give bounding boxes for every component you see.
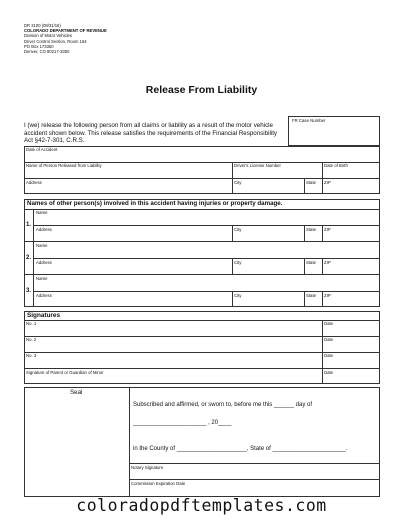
fr-case-number-field[interactable] <box>288 116 380 146</box>
other-city-field-2[interactable] <box>233 259 303 274</box>
other-name-field-2[interactable] <box>34 242 380 258</box>
agency-header <box>24 23 107 54</box>
name-released-label: Name of Person Released from Liability <box>26 163 102 168</box>
date-of-accident-label: Date of Accident <box>26 147 58 152</box>
notary-text-3: in the County of _____________________, State of ______________________. <box>133 446 348 452</box>
other-zip-label: ZIP <box>324 227 331 232</box>
other-name-field-1[interactable] <box>34 210 380 225</box>
other-city-label: City <box>234 293 242 298</box>
name-released-field[interactable] <box>24 163 232 178</box>
date-of-birth-label: Date of Birth <box>324 163 348 168</box>
commission-expiration-label: Commission Expiration Date <box>131 481 186 486</box>
address-label: Address <box>26 180 42 185</box>
other-zip-field-3[interactable] <box>323 292 380 307</box>
guardian-date-field[interactable] <box>323 369 380 384</box>
other-zip-label: ZIP <box>324 260 331 265</box>
signature-2-date-label: Date <box>324 337 334 342</box>
date-of-accident-field[interactable] <box>24 147 380 162</box>
state-label: State <box>306 180 317 185</box>
other-state-label: State <box>306 227 317 232</box>
guardian-date-label: Date <box>324 370 334 375</box>
other-city-label: City <box>234 260 242 265</box>
row-number: 2. <box>26 255 32 261</box>
signatures-heading: Signatures <box>27 312 61 319</box>
other-name-field-3[interactable] <box>34 275 380 291</box>
guardian-signature-label: Signature of Parent or Guardian of Minor <box>26 370 104 375</box>
seal-area <box>25 398 128 496</box>
date-of-birth-field[interactable] <box>323 163 380 178</box>
other-address-label: Address <box>36 293 52 298</box>
signature-2-label: No. 2 <box>26 337 37 342</box>
city-label: City <box>234 180 242 185</box>
signature-1-field[interactable] <box>24 321 322 336</box>
other-zip-field-2[interactable] <box>323 259 380 274</box>
zip-label: ZIP <box>324 180 331 185</box>
signature-3-date-label: Date <box>324 353 334 358</box>
other-state-field-1[interactable] <box>305 226 322 241</box>
other-name-label: Name <box>36 210 48 215</box>
other-city-field-3[interactable] <box>233 292 303 307</box>
fr-case-number-label: FR Case Number <box>292 118 326 123</box>
commission-expiration-field[interactable] <box>130 480 380 496</box>
signature-3-field[interactable] <box>24 353 322 368</box>
other-name-label: Name <box>36 276 48 281</box>
notary-signature-label: Notary Signature <box>131 465 164 470</box>
page-title: Release From Liability <box>145 84 258 96</box>
license-number-field[interactable] <box>233 163 321 178</box>
zip-field[interactable] <box>323 179 380 194</box>
notary-signature-field[interactable] <box>130 464 380 479</box>
notary-text-1: Subscribed and affirmed, or sworn to, before me this ______ day of <box>133 402 312 408</box>
signature-2-field[interactable] <box>24 337 322 352</box>
other-zip-label: ZIP <box>324 293 331 298</box>
signature-2-date-field[interactable] <box>323 337 380 352</box>
other-city-field-1[interactable] <box>233 226 303 241</box>
signature-3-label: No. 3 <box>26 353 37 358</box>
signature-1-date-label: Date <box>324 321 334 326</box>
row-number: 3. <box>26 288 32 294</box>
guardian-signature-field[interactable] <box>24 369 322 384</box>
division-name: Division of Motor Vehicles <box>24 33 72 39</box>
city-field[interactable] <box>233 179 303 194</box>
license-number-label: Driver's License Number <box>234 163 281 168</box>
other-persons-heading: Names of other person(s) involved in this accident having injuries or property damage. <box>27 200 283 207</box>
signature-3-date-field[interactable] <box>323 353 380 368</box>
other-name-label: Name <box>36 243 48 248</box>
other-address-label: Address <box>36 227 52 232</box>
other-state-label: State <box>306 293 317 298</box>
signature-1-label: No. 1 <box>26 321 37 326</box>
signature-1-date-field[interactable] <box>323 321 380 336</box>
city-address: Denver, CO 80217-3350 <box>24 49 70 55</box>
other-state-field-2[interactable] <box>305 259 322 274</box>
address-field[interactable] <box>24 179 232 194</box>
department-name: COLORADO DEPARTMENT OF REVENUE <box>24 28 107 34</box>
section-name: Driver Control Section, Room 164 <box>24 38 87 44</box>
other-address-field-1[interactable] <box>34 226 232 241</box>
intro-text: I (we) release the following person from all claims or liability as a result of the motor vehicle accident shown below. This release satisfies the requirements of the Financial Responsibility Act §42-7-301, C.R.S. <box>24 122 278 145</box>
other-state-label: State <box>306 260 317 265</box>
other-state-field-3[interactable] <box>305 292 322 307</box>
notary-text-2: ______________________ , 20____ <box>133 420 232 426</box>
other-zip-field-1[interactable] <box>323 226 380 241</box>
form-number: DR 2100 (08/31/16) <box>24 23 61 28</box>
state-field[interactable] <box>305 179 322 194</box>
watermark: coloradopdftemplates.com <box>76 496 327 515</box>
other-address-field-3[interactable] <box>34 292 232 307</box>
po-box: PO Box 173350 <box>24 43 54 49</box>
other-city-label: City <box>234 227 242 232</box>
seal-label: Seal <box>70 389 83 396</box>
other-address-label: Address <box>36 260 52 265</box>
row-number: 1. <box>26 222 32 228</box>
other-address-field-2[interactable] <box>34 259 232 274</box>
